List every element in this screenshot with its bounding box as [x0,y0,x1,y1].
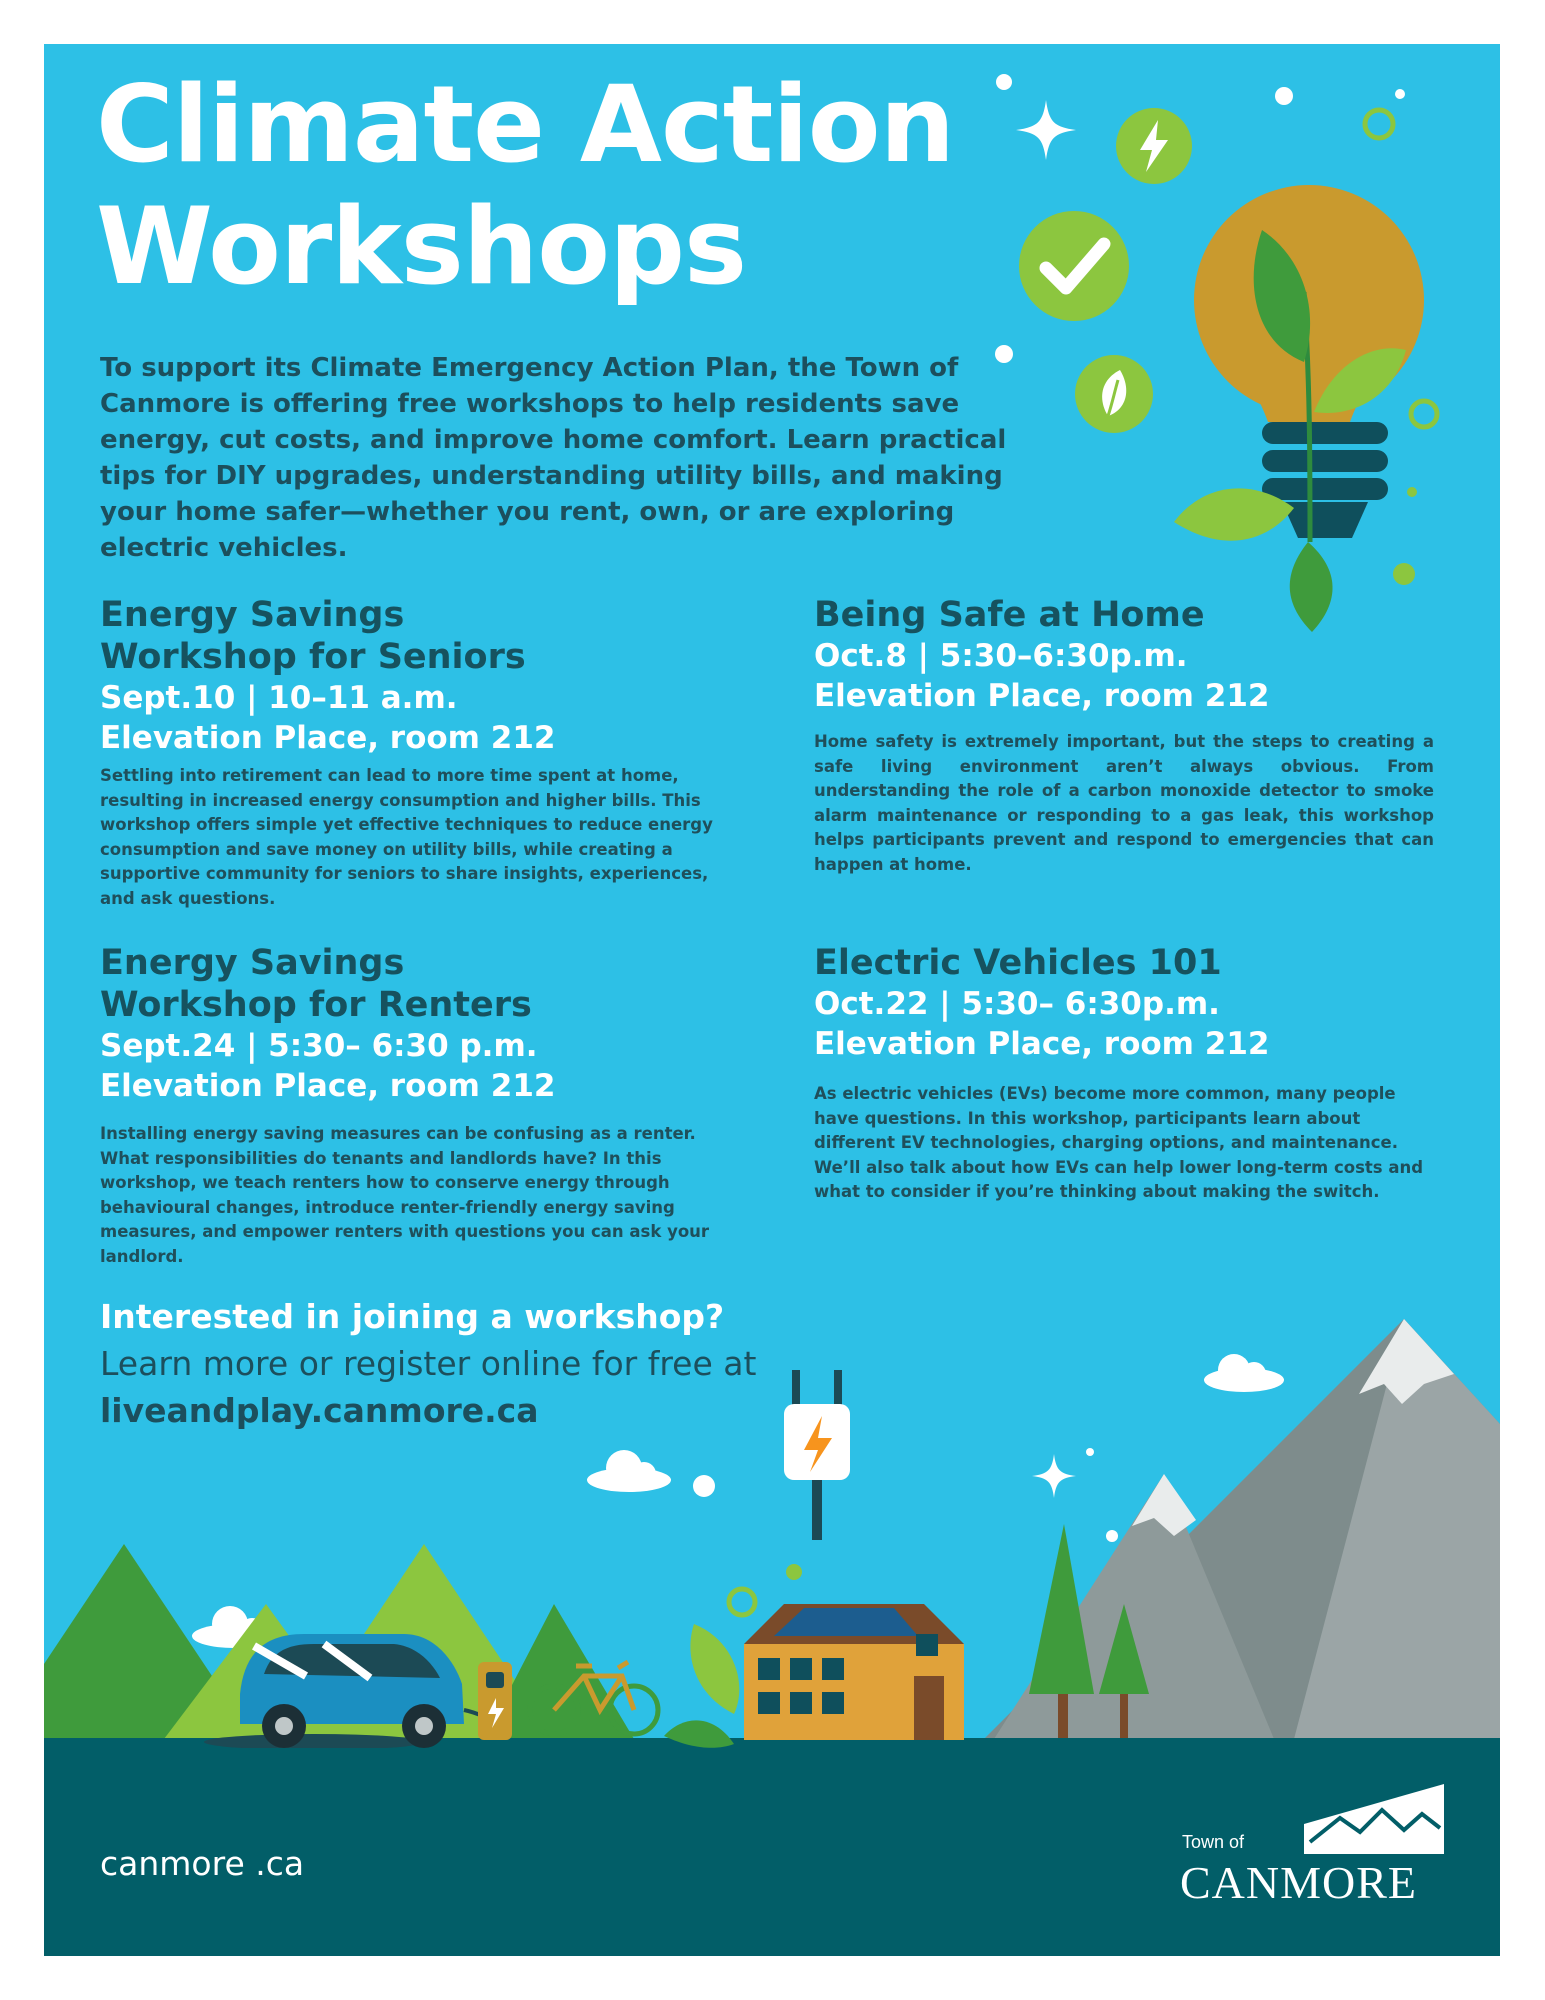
workshop-location: Elevation Place, room 212 [814,1026,1270,1062]
workshop-date-time: Oct.8 | 5:30–6:30p.m. [814,638,1188,674]
title-line-2: Workshops [96,185,747,308]
workshop-title-line-1: Energy Savings [100,595,405,635]
title-line-1: Climate Action [96,63,955,186]
electric-plug-icon [784,1370,850,1540]
workshop-electric-vehicles [814,942,1434,1205]
workshop-description: Settling into retirement can lead to more time spent at home, resulting in increased energy consumption and higher bills. This workshop offers simple yet effective techniques to reduce energy consumption and save money on utility bills, while creating a supportive community for seniors to share insights, experiences, and ask questions. [100,766,713,908]
footer-website-link[interactable]: canmore .ca [100,1844,305,1883]
workshop-location: Elevation Place, room 212 [100,1068,556,1104]
workshop-date-time: Oct.22 | 5:30– 6:30p.m. [814,986,1220,1022]
workshop-title: Being Safe at Home [814,595,1205,635]
workshop-location: Elevation Place, room 212 [100,720,556,756]
intro-paragraph: To support its Climate Emergency Action Plan, the Town of Canmore is offering free workshops to help residents save energy, cut costs, and improve home comfort. Learn practical tips for DIY upgrades, understanding utility bills, and making your home safer—whether you rent, own, or are exploring electric vehicles. [100,353,1007,563]
checkmark-icon [1018,210,1130,322]
canmore-logo [1174,1784,1464,1914]
logo-town-of: Town of [1182,1832,1245,1852]
leaf-icon [1074,354,1154,434]
lightbulb-icon [1144,182,1464,652]
lightning-icon [1114,106,1194,186]
workshop-safe-at-home [814,594,1434,877]
workshop-title [100,594,740,678]
workshop-description: Installing energy saving measures can be confusing as a renter. What responsibilities do tenants and landlords have? In this workshop, we teach renters how to conserve energy through behavioural changes, introduce renter-friendly energy saving measures, and empower renters with questions you can ask your landlord. [100,1124,710,1266]
workshop-title-line-1: Energy Savings [100,943,405,983]
workshop-title: Electric Vehicles 101 [814,943,1222,983]
logo-canmore: CANMORE [1180,1857,1418,1908]
cta-url-link[interactable]: liveandplay.canmore.ca [100,1391,539,1430]
workshop-description: As electric vehicles (EVs) become more common, many people have questions. In this workshop, participants learn about different EV technologies, charging options, and maintenance. We’ll also talk about how EVs can help lower long-term costs and what to consider if you’re thinking about making the switch. [814,1084,1424,1201]
workshop-renters [100,942,740,1269]
workshop-date-time: Sept.10 | 10–11 a.m. [100,680,458,716]
landscape-illustration [44,1274,1500,1754]
house-icon [744,1604,964,1740]
page-title [96,64,954,308]
workshop-description: Home safety is extremely important, but the steps to creating a safe living environment aren’t always obvious. From understanding the role of a carbon monoxide detector to smoke alarm maintenance or responding to a gas leak, this workshop helps participants prevent and respond to emergencies that can happen at home. [814,732,1434,874]
workshop-date-time: Sept.24 | 5:30– 6:30 p.m. [100,1028,538,1064]
cta-question: Interested in joining a workshop? [100,1297,725,1336]
workshop-title-line-2: Workshop for Renters [100,985,532,1025]
sparkle-icon [1032,1454,1076,1498]
workshop-title [100,942,740,1026]
workshop-location: Elevation Place, room 212 [814,678,1270,714]
workshop-title-line-2: Workshop for Seniors [100,637,526,677]
ev-charger-icon [478,1662,512,1740]
workshop-seniors [100,594,740,911]
cta-line: Learn more or register online for free at [100,1344,757,1383]
mountain-icon [1304,1784,1444,1854]
poster [44,44,1500,1956]
